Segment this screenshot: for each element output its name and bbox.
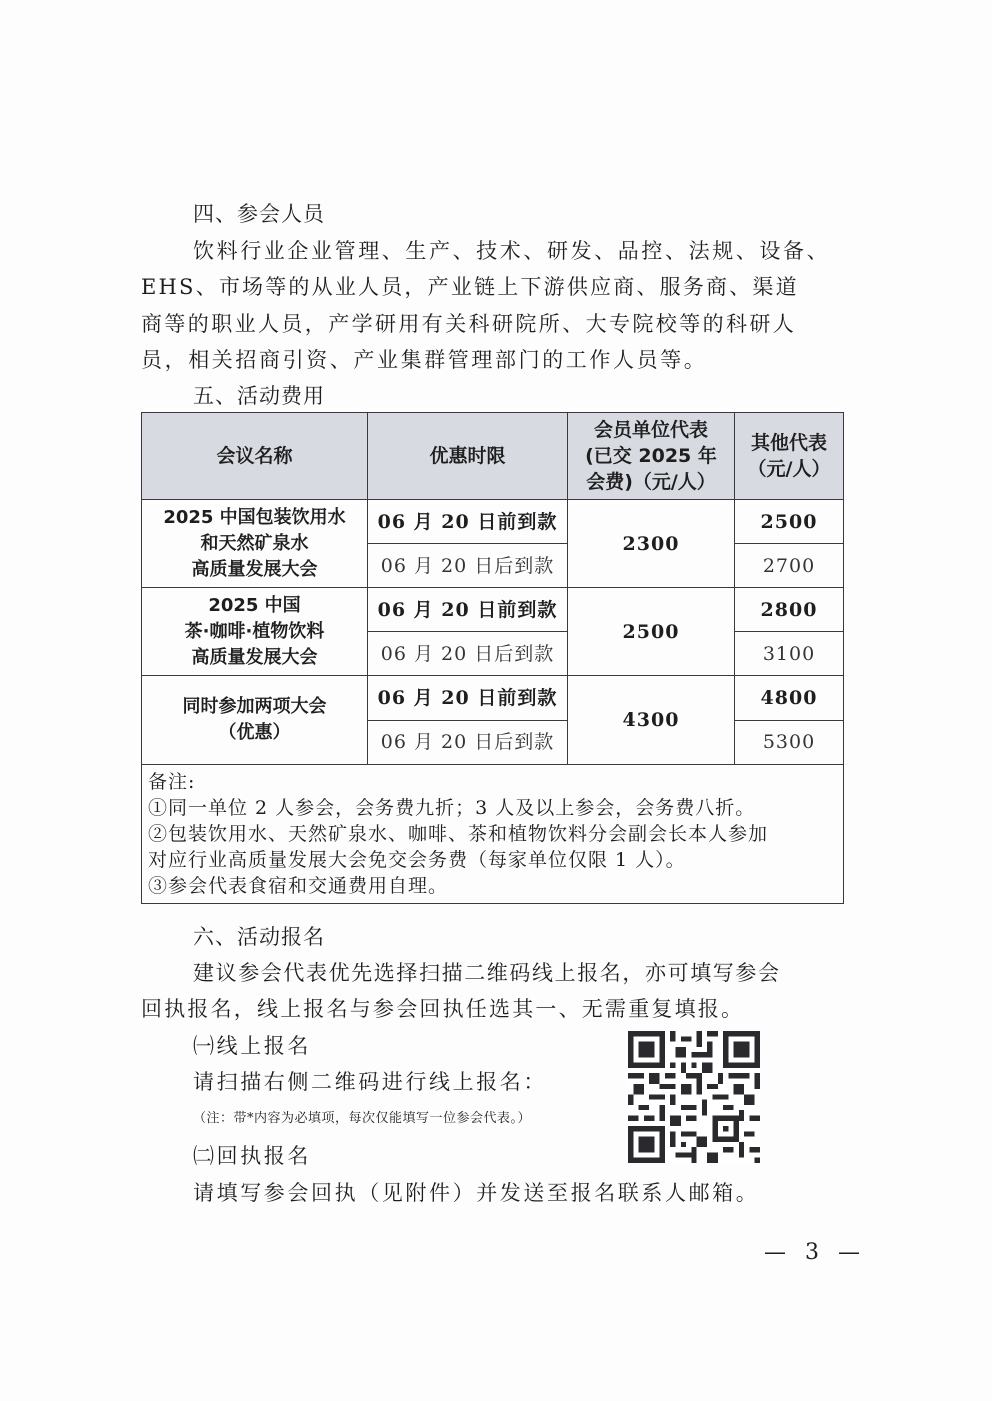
period-after-cell: 06 月 20 日后到款 xyxy=(368,544,568,588)
section-4-paragraph-line: EHS、市场等的从业人员，产业链上下游供应商、服务商、渠道 xyxy=(141,275,799,299)
note-item: ③参会代表食宿和交通费用自理。 xyxy=(148,875,449,897)
note-item: ①同一单位 2 人参会，会务费九折；3 人及以上参会，会务费八折。 xyxy=(148,797,756,819)
period-before-cell: 06 月 20 日前到款 xyxy=(368,500,568,544)
period-before-cell: 06 月 20 日前到款 xyxy=(368,676,568,721)
section-6-intro-line: 建议参会代表优先选择扫描二维码线上报名，亦可填写参会 xyxy=(193,961,781,985)
header-meeting-name: 会议名称 xyxy=(142,413,368,500)
section-5-heading: 五、活动费用 xyxy=(193,384,325,408)
meeting-name-cell: 2025 中国包装饮用水 和天然矿泉水 高质量发展大会 xyxy=(142,500,368,588)
table-row xyxy=(142,500,844,544)
header-other-fee: 其他代表 （元/人） xyxy=(735,413,844,500)
notes-row xyxy=(142,765,844,904)
other-fee-after-cell: 2700 xyxy=(735,544,844,588)
other-fee-before-cell: 4800 xyxy=(735,676,844,721)
other-fee-before-cell: 2800 xyxy=(735,588,844,632)
qr-code-icon[interactable] xyxy=(628,1031,760,1163)
period-after-cell: 06 月 20 日后到款 xyxy=(368,720,568,765)
page-number: — 3 — xyxy=(764,1240,866,1265)
online-registration-heading: ㈠线上报名 xyxy=(193,1034,311,1058)
notes-cell xyxy=(142,765,844,904)
other-fee-before-cell: 2500 xyxy=(735,500,844,544)
receipt-registration-text: 请填写参会回执（见附件）并发送至报名联系人邮箱。 xyxy=(193,1181,760,1205)
member-fee-cell: 2300 xyxy=(568,500,735,588)
fee-table xyxy=(141,412,844,904)
note-item: 对应行业高质量发展大会免交会务费（每家单位仅限 1 人）。 xyxy=(148,849,686,871)
header-member-fee: 会员单位代表 (已交 2025 年 会费)（元/人） xyxy=(568,413,735,500)
other-fee-after-cell: 5300 xyxy=(735,720,844,765)
period-after-cell: 06 月 20 日后到款 xyxy=(368,632,568,676)
notes-title: 备注: xyxy=(148,771,196,793)
period-before-cell: 06 月 20 日前到款 xyxy=(368,588,568,632)
section-4-paragraph-line: 饮料行业企业管理、生产、技术、研发、品控、法规、设备、 xyxy=(193,239,831,263)
header-discount-period: 优惠时限 xyxy=(368,413,568,500)
section-4-heading: 四、参会人员 xyxy=(193,202,325,226)
table-row xyxy=(142,588,844,632)
section-4-paragraph-line: 员，相关招商引资、产业集群管理部门的工作人员等。 xyxy=(141,348,708,372)
member-fee-cell: 2500 xyxy=(568,588,735,676)
table-row xyxy=(142,676,844,721)
note-item: ②包装饮用水、天然矿泉水、咖啡、茶和植物饮料分会副会长本人参加 xyxy=(148,823,769,845)
fee-table-header-row xyxy=(142,413,844,500)
online-registration-text: 请扫描右侧二维码进行线上报名： xyxy=(193,1070,547,1094)
section-6-intro-line: 回执报名，线上报名与参会回执任选其一、无需重复填报。 xyxy=(141,997,745,1021)
section-4-paragraph-line: 商等的职业人员，产学研用有关科研院所、大专院校等的科研人 xyxy=(141,312,797,336)
member-fee-cell: 4300 xyxy=(568,676,735,765)
meeting-name-cell: 2025 中国 茶·咖啡·植物饮料 高质量发展大会 xyxy=(142,588,368,676)
online-registration-note: （注：带*内容为必填项，每次仅能填写一位参会代表。） xyxy=(193,1111,532,1126)
receipt-registration-heading: ㈡回执报名 xyxy=(193,1144,311,1168)
section-6-heading: 六、活动报名 xyxy=(193,925,325,949)
other-fee-after-cell: 3100 xyxy=(735,632,844,676)
meeting-name-cell: 同时参加两项大会 （优惠） xyxy=(142,676,368,765)
